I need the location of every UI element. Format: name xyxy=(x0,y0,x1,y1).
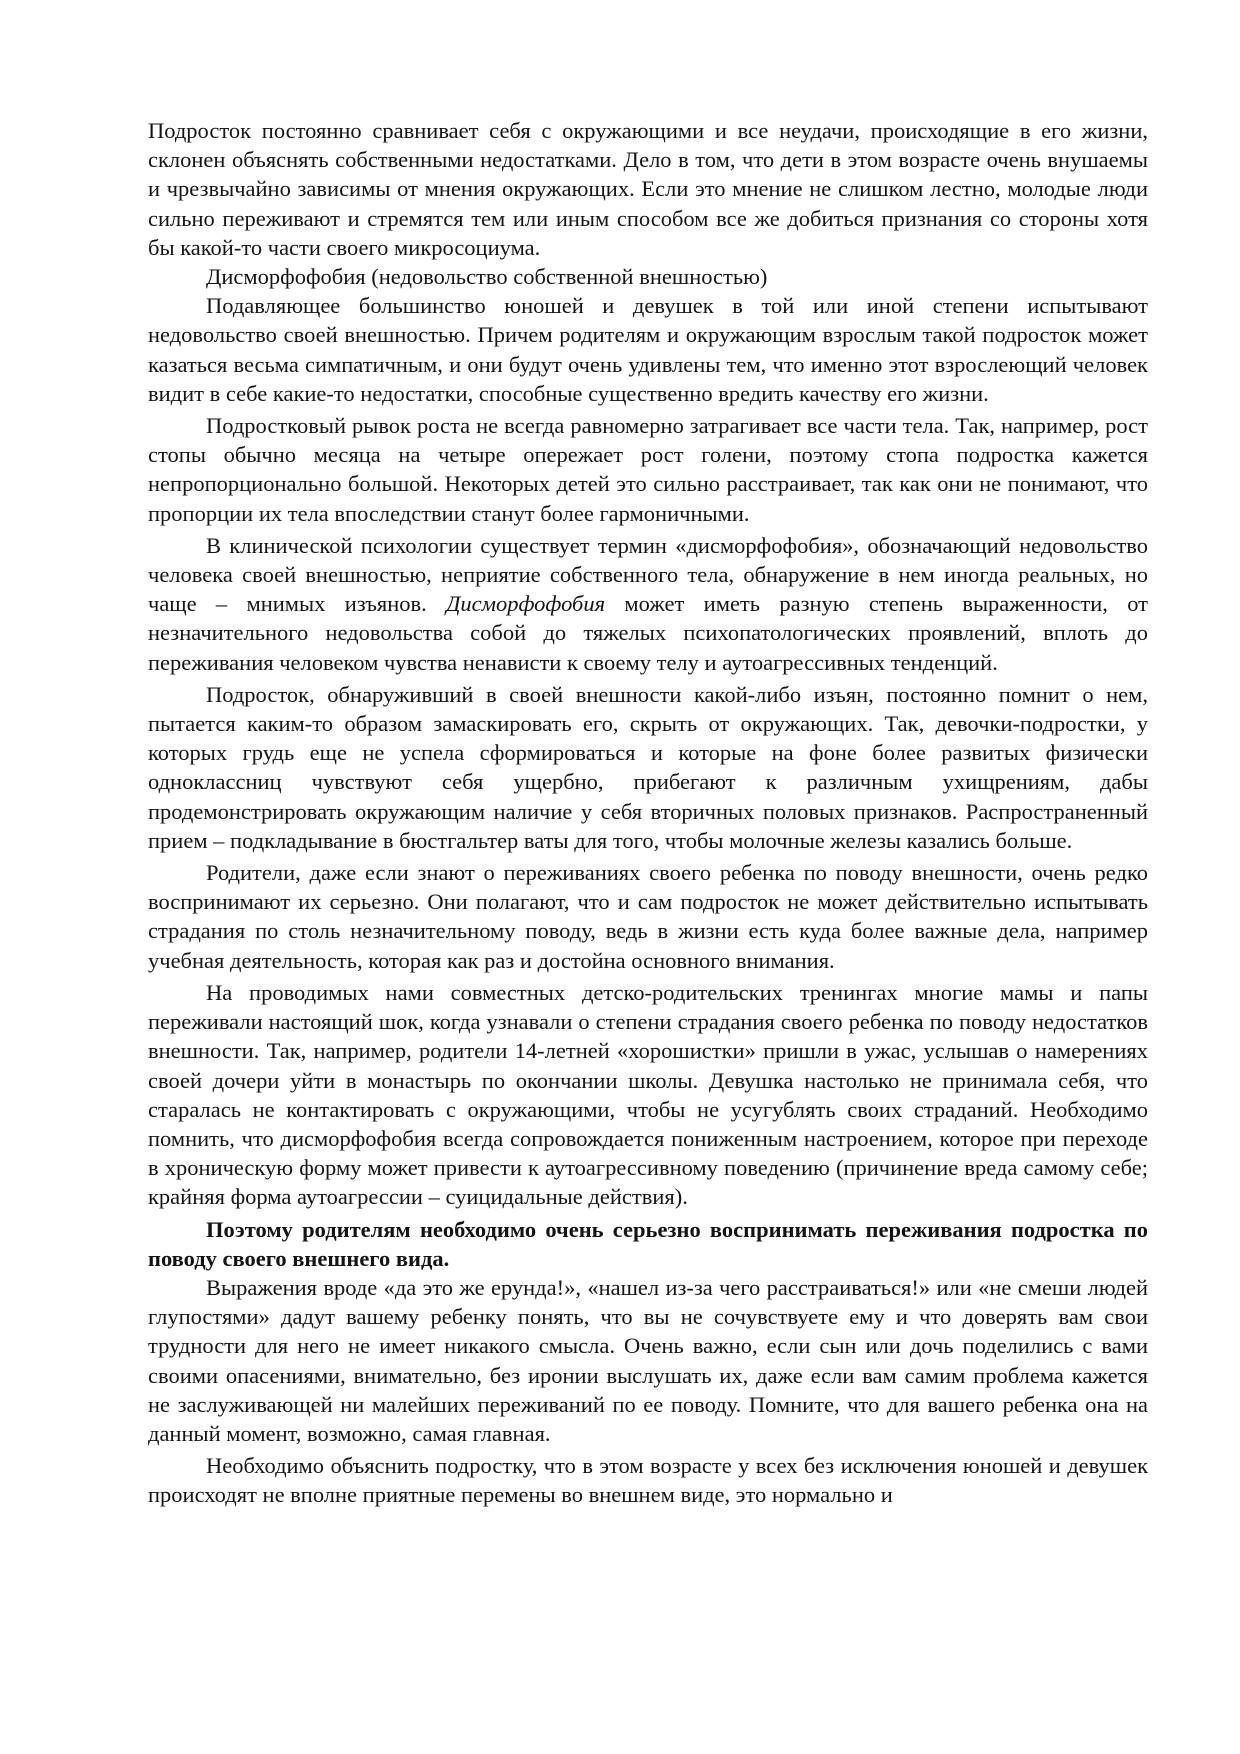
paragraph-trainings: На проводимых нами совместных детско-родительских тренингах многие мамы и папы переживали настоящий шок, когда узнавали о степени страдания своего ребенка по поводу недостатков внешности. Так, например, родители 14-летней «хорошистки» пришли в ужас, услышав о намерениях своей дочери уйти в монастырь по окончании школы. Девушка настолько не принимала себя, что старалась не контактировать с окружающими, чтобы не усугублять своих страданий. Необходимо помнить, что дисморфофобия всегда сопровождается пониженным настроением, которое при переходе в хроническую форму может привести к аутоагрессивному поведению (причинение вреда самому себе; крайняя форма аутоагрессии – суицидальные действия). xyxy=(148,979,1148,1210)
clinical-term-text-before: В клинической психологии существует термин «дисморфофобия», обозначающий недовольство человека своей внешностью, неприятие собственного тела, обнаружение в нем иногда реальных, но чаще – мнимых изъянов. xyxy=(148,532,1148,617)
paragraph-expressions: Выражения вроде «да это же ерунда!», «нашел из-за чего расстраиваться!» или «не смеши людей глупостями» дадут вашему ребенку понять, что вы не сочувствуете ему и что доверять вам свои трудности для него не имеет никакого смысла. Очень важно, если сын или дочь поделились с вами своими опасениями, внимательно, без иронии выслушать их, даже если вам самим проблема кажется не заслуживающей ни малейших переживаний по ее поводу. Помните, что для вашего ребенка она на данный момент, возможно, самая главная. xyxy=(148,1274,1148,1446)
clinical-term-text-after: может иметь разную степень выраженности, от незначительного недовольства собой до тяжелых психопатологических проявлений, вплоть до переживания человеком чувства ненависти к своему телу и аутоагрессивных тенденций. xyxy=(148,591,1148,675)
paragraph-masking-defects: Подросток, обнаруживший в своей внешности какой-либо изъян, постоянно помнит о нем, пытается каким-то образом замаскировать его, скрыть от окружающих. Так, девочки-подростки, у которых грудь еще не успела сформироваться и которые на фоне более развитых физически одноклассниц чувствуют себя ущербно, прибегают к различным ухищрениям, дабы продемонстрировать окружающим наличие у себя вторичных половых признаков. Распространенный прием – подкладывание в бюстгальтер ваты для того, чтобы молочные железы казались больше. xyxy=(148,681,1148,853)
paragraph-explain: Необходимо объяснить подростку, что в этом возрасте у всех без исключения юношей и девушек происходят не вполне приятные перемены во внешнем виде, это нормально и xyxy=(148,1453,1148,1508)
paragraph-comparison: Подросток постоянно сравнивает себя с окружающими и все неудачи, происходящие в его жизни, склонен объяснять собственными недостатками. Дело в том, что дети в этом возрасте очень внушаемы и чрезвычайно зависимы от мнения окружающих. Если это мнение не слишком лестно, молодые люди сильно переживают и стремятся тем или иным способом все же добиться признания со стороны хотя бы какой-то части своего микросоциума. xyxy=(148,118,1148,260)
document-page xyxy=(148,116,1148,1510)
paragraph-dissatisfaction: Подавляющее большинство юношей и девушек в той или иной степени испытывают недовольство своей внешностью. Причем родителям и окружающим взрослым такой подросток может казаться весьма симпатичным, и они будут очень удивлены тем, что именно этот взрослеющий человек видит в себе какие-то недостатки, способные существенно вредить качеству его жизни. xyxy=(148,293,1148,406)
paragraph-parents-reaction: Родители, даже если знают о переживаниях своего ребенка по поводу внешности, очень редко воспринимают их серьезно. Они полагают, что и сам подросток не может действительно испытывать страдания по столь незначительному поводу, ведь в жизни есть куда более важные дела, например учебная деятельность, которая как раз и достойна основного внимания. xyxy=(148,860,1148,973)
section-heading-dysmorphophobia: Дисморфофобия (недовольство собственной внешностью) xyxy=(206,264,768,290)
paragraph-clinical-term xyxy=(148,531,1148,677)
clinical-term-italic: Дисморфофобия xyxy=(446,591,606,617)
paragraph-growth-spurt: Подростковый рывок роста не всегда равномерно затрагивает все части тела. Так, например, рост стопы обычно месяца на четыре опережает рост голени, поэтому стопа подростка кажется непропорционально большой. Некоторых детей это сильно расстраивает, так как они не понимают, что пропорции их тела впоследствии станут более гармоничными. xyxy=(148,413,1148,526)
paragraph-key-advice: Поэтому родителям необходимо очень серьезно воспринимать переживания подростка по поводу своего внешнего вида. xyxy=(148,1216,1148,1271)
